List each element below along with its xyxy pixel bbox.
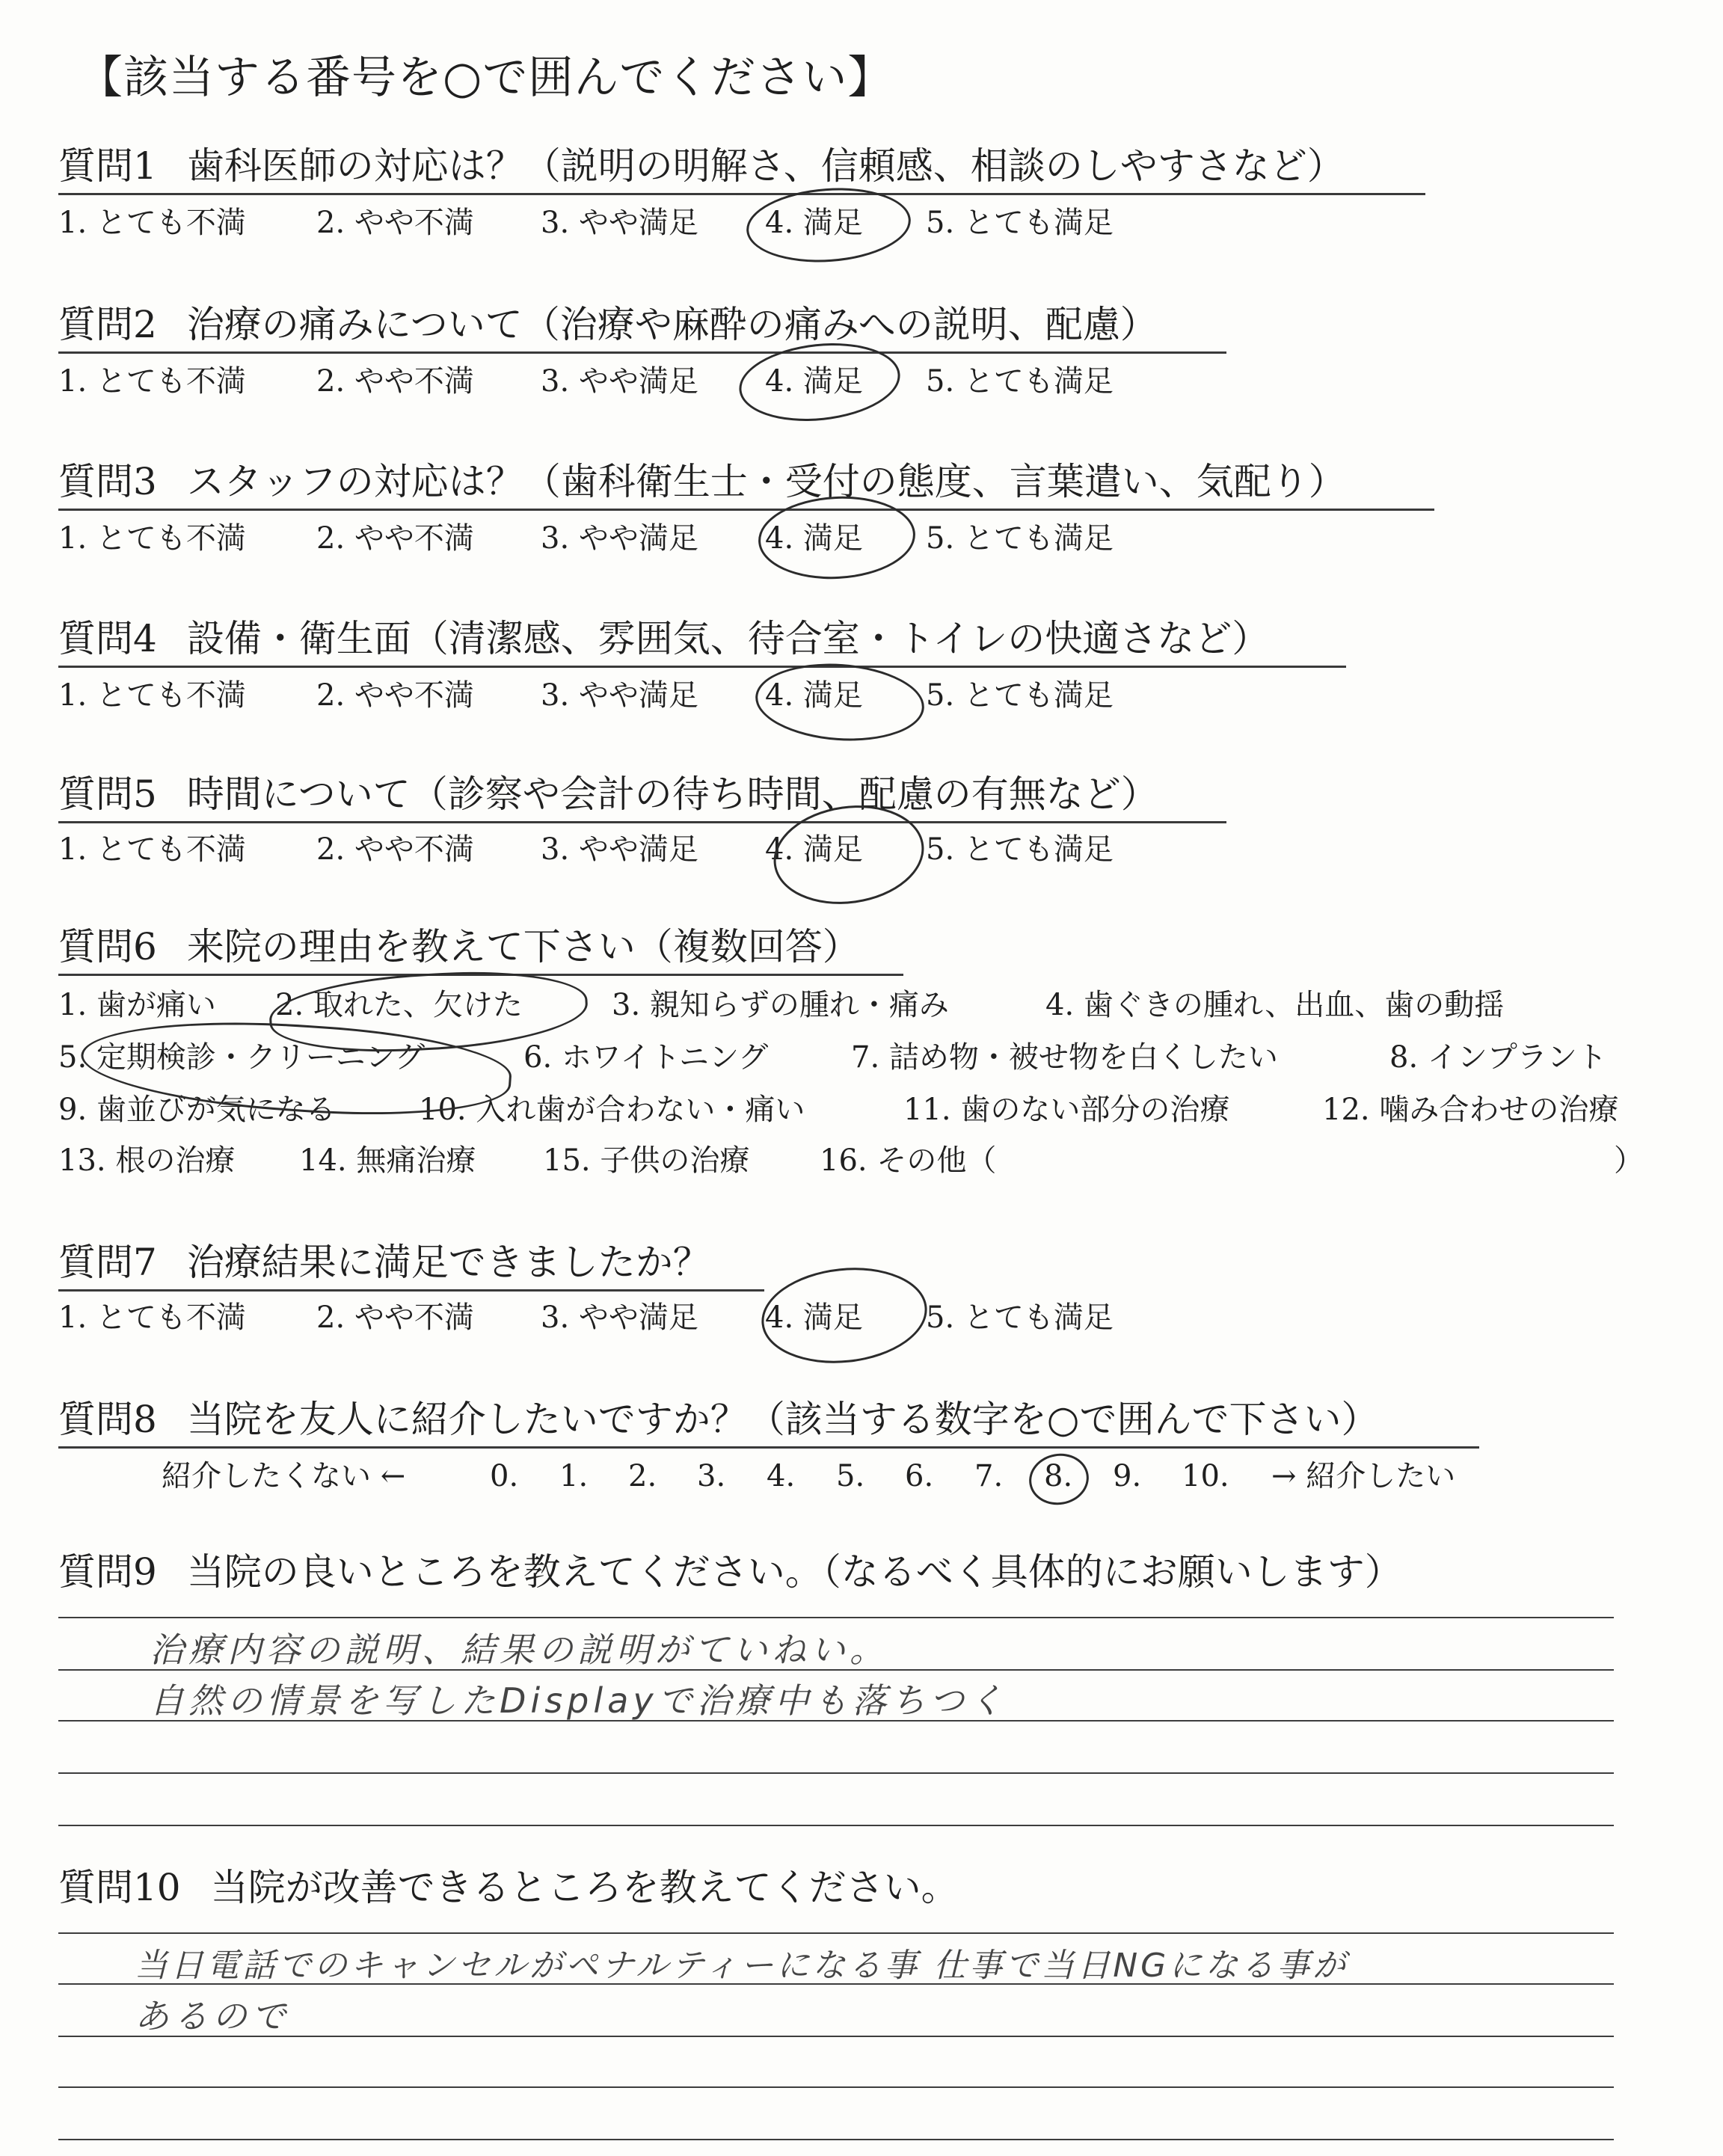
scale-left-label: 紹介したくない ← [162,1459,406,1493]
option-5[interactable]: 5. とても満足 [926,832,1114,867]
option-5[interactable]: 5. とても満足 [926,678,1114,713]
option-8[interactable]: 8. インプラント [1389,1040,1607,1075]
option-10[interactable]: 10. 入れ歯が合わない・痛い [419,1093,805,1127]
option-14[interactable]: 14. 無痛治療 [299,1143,476,1178]
option-3[interactable]: 3. やや満足 [541,364,698,399]
option-4[interactable]: 4. 満足 [765,832,863,867]
question-4-header [58,615,1346,668]
option-5[interactable]: 5. とても満足 [926,364,1114,399]
option-3[interactable]: 3. 親知らずの腫れ・痛み [612,988,949,1022]
question-1-header [58,142,1425,195]
question-7-options [58,1298,1255,1340]
question-label: 質問6 [58,925,157,968]
handwritten-answer-q10-line-1[interactable]: 当日電話でのキャンセルがペナルティーになる事 仕事で当日NGになる事が [135,1947,1349,1985]
scale-value-10[interactable]: 10. [1182,1459,1229,1493]
scale-value-7[interactable]: 7. [974,1459,1004,1493]
answer-line [58,2086,1614,2088]
question-7-header [58,1238,764,1292]
option-4[interactable]: 4. 満足 [765,678,863,713]
option-2[interactable]: 2. 取れた、欠けた [275,988,523,1022]
answer-line [58,1825,1614,1826]
question-5-options [58,830,1255,872]
question-text: 治療結果に満足できましたか？ [186,1241,710,1284]
scale-value-3[interactable]: 3. [697,1459,726,1493]
question-text: 当院が改善できるところを教えてください。 [210,1866,959,1909]
option-1[interactable]: 1. とても不満 [58,832,246,867]
handwritten-answer-q10-line-2[interactable]: あるので [135,1996,290,2036]
scale-value-8[interactable]: 8. [1044,1459,1073,1493]
question-label: 質問7 [58,1241,157,1284]
question-text: 来院の理由を教えて下さい（複数回答） [186,925,860,968]
question-label: 質問3 [58,460,157,503]
question-3-options [58,519,1255,561]
question-label: 質問10 [58,1866,181,1909]
question-label: 質問5 [58,773,157,816]
option-5[interactable]: 5. とても満足 [926,521,1114,556]
question-label: 質問1 [58,144,157,188]
question-label: 質問8 [58,1398,157,1441]
question-text: 設備・衛生面（清潔感、雰囲気、待合室・トイレの快適さなど） [186,617,1270,660]
option-3[interactable]: 3. やや満足 [541,1300,698,1335]
option-13[interactable]: 13. 根の治療 [58,1143,236,1178]
option-16[interactable]: 16. その他（ [820,1143,997,1178]
option-1[interactable]: 1. とても不満 [58,364,246,399]
scale-value-2[interactable]: 2. [628,1459,657,1493]
option-9[interactable]: 9. 歯並びが気になる [58,1093,336,1127]
selection-circle [757,1260,932,1372]
question-text: 当院を友人に紹介したいですか？（該当する数字を○で囲んで下さい） [186,1398,1379,1441]
option-6[interactable]: 6. ホワイトニング [523,1040,769,1075]
option-3[interactable]: 3. やや満足 [541,206,698,240]
option-7[interactable]: 7. 詰め物・被せ物を白くしたい [851,1040,1278,1075]
option-5[interactable]: 5. 定期検診・クリーニング [58,1040,426,1075]
option-2[interactable]: 2. やや不満 [316,832,474,867]
option-4[interactable]: 4. 満足 [765,1300,863,1335]
question-text: 当院の良いところを教えてください。（なるべく具体的にお願いします） [186,1550,1402,1594]
answer-line [58,2036,1614,2037]
option-3[interactable]: 3. やや満足 [541,521,698,556]
question-text: スタッフの対応は？（歯科衛生士・受付の態度、言葉遣い、気配り） [186,460,1346,503]
question-4-options [58,676,1255,718]
scale-value-1[interactable]: 1. [559,1459,589,1493]
option-2[interactable]: 2. やや不満 [316,1300,474,1335]
scale-value-5[interactable]: 5. [836,1459,865,1493]
option-3[interactable]: 3. やや満足 [541,678,698,713]
question-label: 質問9 [58,1550,157,1594]
question-1-options [58,203,1255,245]
selection-circle [753,658,927,746]
option-3[interactable]: 3. やや満足 [541,832,698,867]
question-9-header [58,1548,1402,1596]
option-5[interactable]: 5. とても満足 [926,1300,1114,1335]
question-label: 質問4 [58,617,157,660]
scale-right-label: → 紹介したい [1271,1459,1456,1493]
scale-value-9[interactable]: 9. [1113,1459,1142,1493]
question-10-header [58,1864,959,1911]
option-1[interactable]: 1. とても不満 [58,678,246,713]
scale-value-0[interactable]: 0. [490,1459,519,1493]
question-text: 歯科医師の対応は？（説明の明解さ、信頼感、相談のしやすさなど） [186,144,1345,188]
option-15[interactable]: 15. 子供の治療 [543,1143,750,1178]
question-8-scale [58,1457,1629,1499]
answer-line [58,2139,1614,2140]
answer-line [58,1932,1614,1934]
question-3-header [58,458,1434,511]
option-4[interactable]: 4. 歯ぐきの腫れ、出血、歯の動揺 [1045,988,1505,1022]
question-text: 治療の痛みについて（治療や麻酔の痛みへの説明、配慮） [186,303,1158,346]
question-2-options [58,362,1255,404]
option-2[interactable]: 2. やや不満 [316,678,474,713]
option-2[interactable]: 2. やや不満 [316,364,474,399]
option-2[interactable]: 2. やや不満 [316,206,474,240]
scale-value-6[interactable]: 6. [905,1459,934,1493]
answer-line [58,1617,1614,1618]
option-4[interactable]: 4. 満足 [765,364,863,399]
question-5-header [58,770,1226,823]
option-4[interactable]: 4. 満足 [765,206,863,240]
option-4[interactable]: 4. 満足 [765,521,863,556]
question-6-options-row-4 [58,1141,1674,1183]
other-close-paren: ） [1614,1143,1644,1178]
question-label: 質問2 [58,303,157,346]
question-6-header [58,923,903,976]
selection-circle [744,182,913,267]
question-2-header [58,301,1226,354]
handwritten-answer-q9-line-2[interactable]: 自然の情景を写したDisplayで治療中も落ちつく [150,1680,1008,1721]
answer-line [58,1772,1614,1774]
question-8-header [58,1395,1479,1449]
question-text: 時間について（診察や会計の待ち時間、配慮の有無など） [186,773,1158,816]
page-title: 【該当する番号を○で囲んでください】 [78,52,894,104]
option-5[interactable]: 5. とても満足 [926,206,1114,240]
handwritten-answer-q9-line-1[interactable]: 治療内容の説明、結果の説明がていねい。 [150,1630,888,1670]
option-1[interactable]: 1. 歯が痛い [58,988,216,1022]
option-2[interactable]: 2. やや不満 [316,521,474,556]
option-1[interactable]: 1. とても不満 [58,521,246,556]
option-11[interactable]: 11. 歯のない部分の治療 [903,1093,1230,1127]
option-1[interactable]: 1. とても不満 [58,206,246,240]
option-12[interactable]: 12. 噛み合わせの治療 [1322,1093,1619,1127]
scale-value-4[interactable]: 4. [767,1459,796,1493]
option-1[interactable]: 1. とても不満 [58,1300,246,1335]
